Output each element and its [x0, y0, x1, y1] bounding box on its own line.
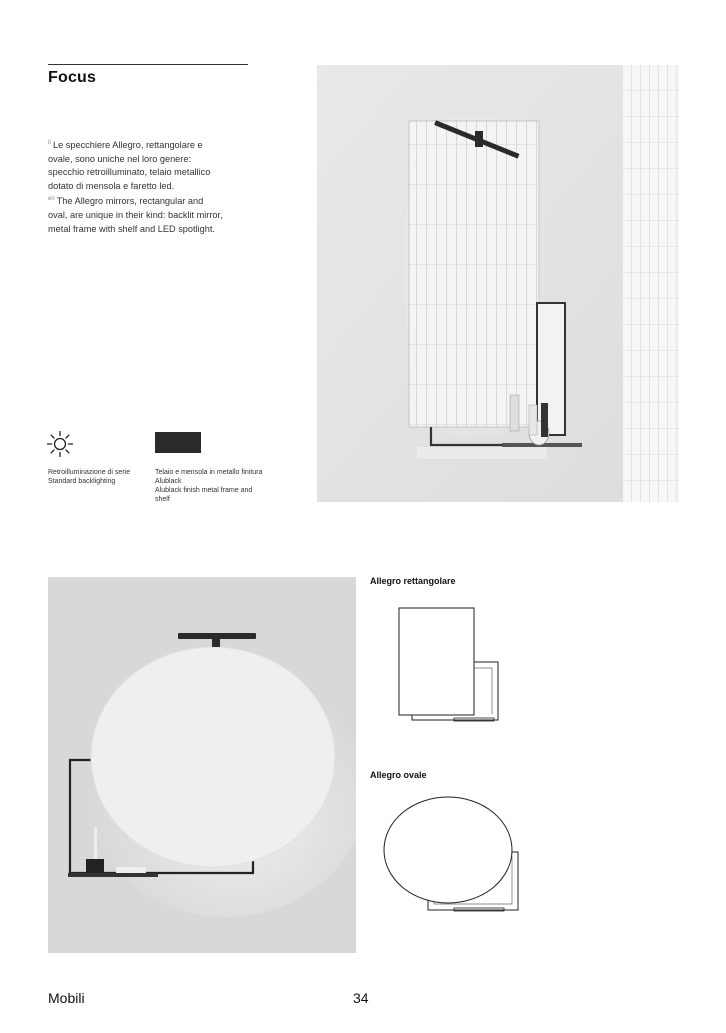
oval-mirror-drawing — [378, 790, 528, 920]
oval-mirror-photo — [48, 577, 356, 953]
description-english: The Allegro mirrors, rectangular and oval, are unique in their kind: backlit mirror, metal frame with shelf and LED spotlight. — [48, 196, 223, 234]
lang-tag-it: it — [48, 140, 51, 146]
drawing-title-oval: Allegro ovale — [370, 770, 427, 780]
description-italian: Le specchiere Allegro, rettangolare e ovale, sono uniche nel loro genere: specchio retroilluminato, telaio metallico dotato di mensola e faretto led. — [48, 140, 211, 191]
footer-section: Mobili — [48, 990, 85, 1006]
rectangular-mirror-drawing — [392, 600, 522, 730]
drawing-title-rectangular: Allegro rettangolare — [370, 576, 456, 586]
product-description — [48, 137, 223, 236]
sun-icon — [46, 430, 74, 458]
page-title: Focus — [48, 69, 97, 86]
title-rule — [48, 64, 248, 65]
page-number: 34 — [353, 990, 369, 1006]
lang-tag-en: en — [48, 196, 55, 203]
rectangular-mirror-photo — [317, 65, 679, 502]
backlight-caption: Retroilluminazione di serie Standard backlighting — [48, 469, 131, 485]
finish-caption: Telaio e mensola in metallo finitura Alublack Alublack finish metal frame and shelf — [155, 469, 263, 503]
alublack-finish-swatch — [155, 432, 201, 453]
